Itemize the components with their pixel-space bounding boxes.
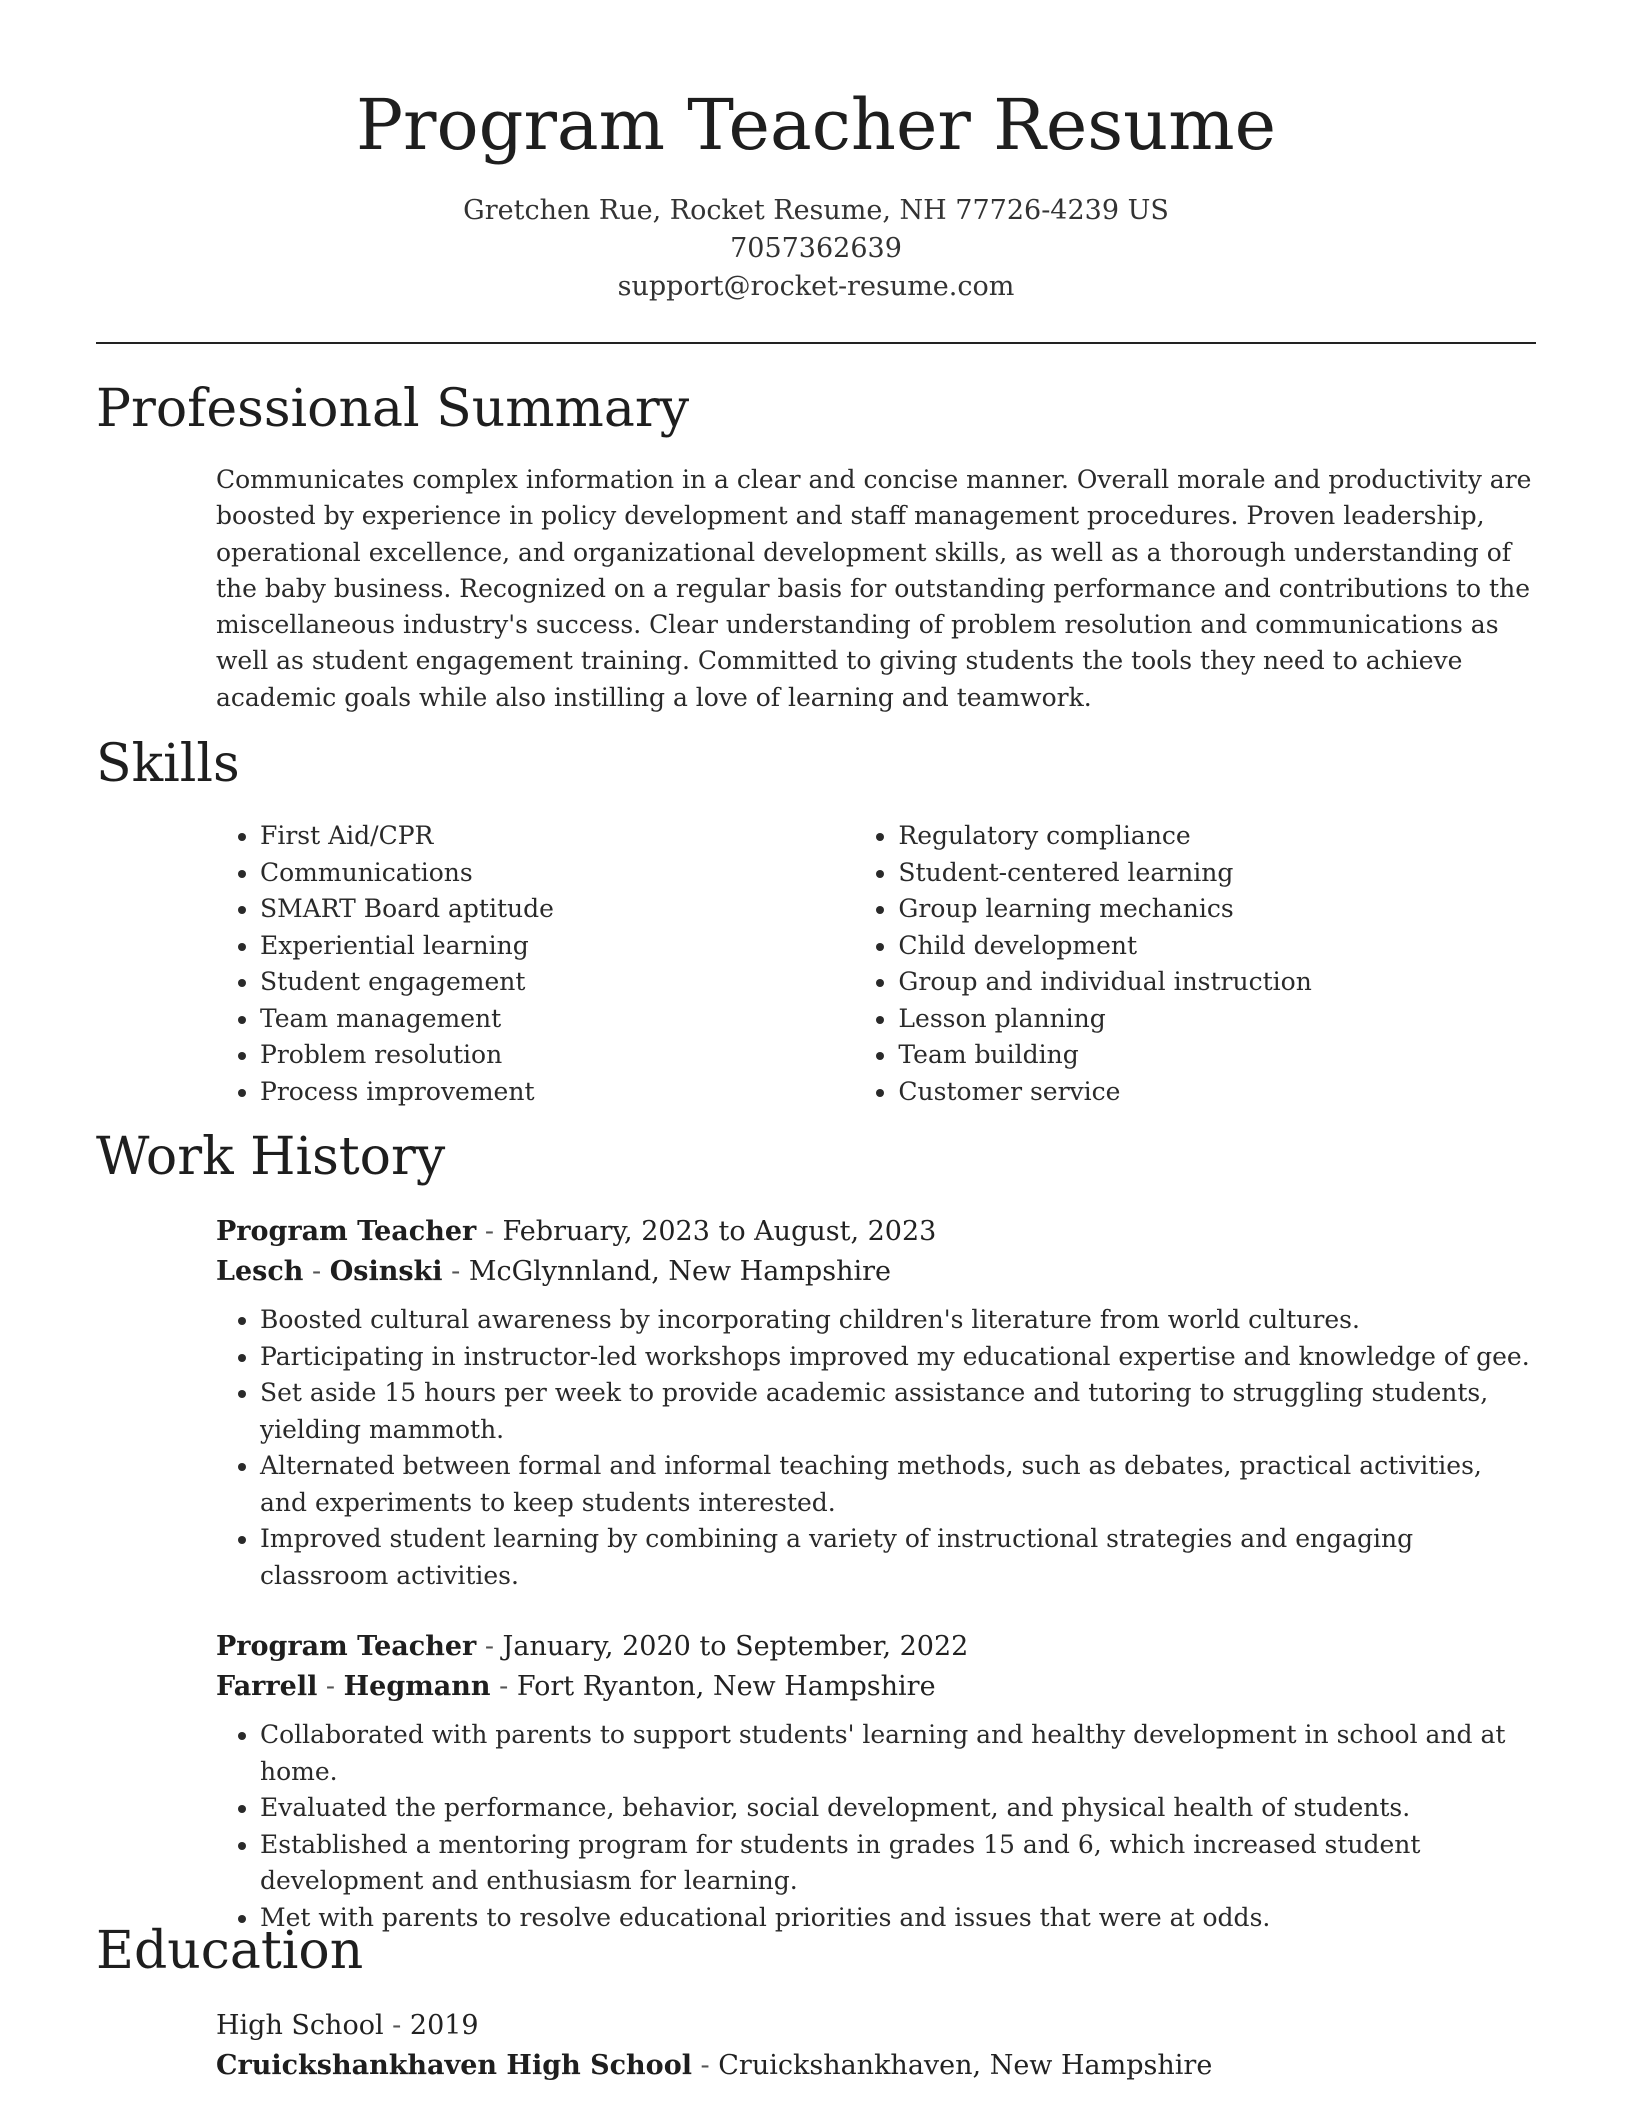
- job-bullet: • Evaluated the performance, behavior, social development, and physical health of students.: [260, 1790, 1536, 1827]
- separator: -: [383, 2010, 410, 2041]
- school-line: [216, 2046, 1536, 2086]
- job-bullet: • Boosted cultural awareness by incorporating children's literature from world cultures.: [260, 1302, 1536, 1339]
- skill-item: • Customer service: [898, 1074, 1536, 1111]
- skills-column-right: [854, 818, 1536, 1110]
- skill-item: • SMART Board aptitude: [260, 891, 854, 928]
- contact-email: support@rocket-resume.com: [617, 271, 1015, 302]
- skill-item: • Student engagement: [260, 964, 854, 1001]
- separator: -: [476, 1631, 503, 1662]
- company-name: Hegmann: [343, 1671, 491, 1702]
- company-name: Farrell: [216, 1671, 318, 1702]
- skill-item: • Problem resolution: [260, 1037, 854, 1074]
- job-title-line: [216, 1212, 1536, 1252]
- skill-item: • Lesson planning: [898, 1001, 1536, 1038]
- education-entry: [216, 2006, 1536, 2086]
- school-location: Cruickshankhaven, New Hampshire: [718, 2050, 1213, 2081]
- job-title: Program Teacher: [216, 1631, 477, 1662]
- skill-item: • Experiential learning: [260, 928, 854, 965]
- job-title-line: [216, 1627, 1536, 1667]
- job-company-line: [216, 1252, 1536, 1292]
- job-company-line: [216, 1667, 1536, 1707]
- degree-line: [216, 2006, 1536, 2046]
- skill-item: • Regulatory compliance: [898, 818, 1536, 855]
- separator: -: [317, 1671, 344, 1702]
- header-divider: [96, 342, 1536, 344]
- skill-item: • Process improvement: [260, 1074, 854, 1111]
- skill-item: • Group learning mechanics: [898, 891, 1536, 928]
- skill-item: • Team building: [898, 1037, 1536, 1074]
- job-bullet: • Participating in instructor-led workshops improved my educational expertise and knowledge of gee.: [260, 1339, 1536, 1376]
- summary-heading: Professional Summary: [96, 379, 690, 439]
- work-heading: Work History: [96, 1127, 446, 1187]
- job-entry: [216, 1627, 1536, 1936]
- job-bullets: [216, 1302, 1536, 1594]
- job-location: McGlynnland, New Hampshire: [468, 1256, 891, 1287]
- skill-item: • Team management: [260, 1001, 854, 1038]
- summary-text: Communicates complex information in a clear and concise manner. Overall morale and productivity are boosted by experience in policy development and staff management procedures. Proven leadership, operational excellence, and organizational development skills, as well as a thorough understanding of the baby business. Recognized on a regular basis for outstanding performance and contributions to the miscellaneous industry's success. Clear understanding of problem resolution and communications as well as student engagement training. Committed to giving students the tools they need to achieve academic goals while also instilling a love of learning and teamwork.: [216, 465, 1532, 712]
- job-bullet: • Met with parents to resolve educational priorities and issues that were at odds.: [260, 1900, 1536, 1937]
- separator: -: [303, 1256, 330, 1287]
- job-dates: February, 2023 to August, 2023: [502, 1216, 937, 1247]
- contact-phone: 7057362639: [730, 233, 902, 264]
- education-heading: Education: [96, 1921, 364, 1981]
- job-dates: January, 2020 to September, 2022: [502, 1631, 969, 1662]
- graduation-year: 2019: [409, 2010, 479, 2041]
- job-bullets: [216, 1717, 1536, 1936]
- skill-item: • Communications: [260, 855, 854, 892]
- skills-column-left: [216, 818, 854, 1110]
- skill-item: • Child development: [898, 928, 1536, 965]
- contact-block: [0, 192, 1632, 306]
- company-name: Osinski: [329, 1256, 443, 1287]
- company-name: Lesch: [216, 1256, 304, 1287]
- separator: -: [490, 1671, 517, 1702]
- job-title: Program Teacher: [216, 1216, 477, 1247]
- separator: -: [442, 1256, 469, 1287]
- skill-item: • Student-centered learning: [898, 855, 1536, 892]
- skill-item: • Group and individual instruction: [898, 964, 1536, 1001]
- job-bullet: • Alternated between formal and informal teaching methods, such as debates, practical activities, and experiments to keep students interested.: [260, 1448, 1536, 1521]
- job-bullet: • Established a mentoring program for students in grades 15 and 6, which increased student development and enthusiasm for learning.: [260, 1827, 1536, 1900]
- school-name: Cruickshankhaven High School: [216, 2050, 692, 2081]
- separator: -: [691, 2050, 719, 2081]
- job-bullet: • Improved student learning by combining a variety of instructional strategies and engaging classroom activities.: [260, 1521, 1536, 1594]
- skills-list: [216, 818, 1536, 1110]
- skill-item: • First Aid/CPR: [260, 818, 854, 855]
- separator: -: [476, 1216, 503, 1247]
- job-bullet: • Collaborated with parents to support students' learning and healthy development in school and at home.: [260, 1717, 1536, 1790]
- resume-title: Program Teacher Resume: [355, 84, 1277, 166]
- skills-heading: Skills: [96, 734, 240, 794]
- job-entry: [216, 1212, 1536, 1594]
- degree: High School: [216, 2010, 384, 2041]
- contact-address: Gretchen Rue, Rocket Resume, NH 77726-4239 US: [463, 195, 1169, 226]
- job-bullet: • Set aside 15 hours per week to provide academic assistance and tutoring to struggling students, yielding mammoth.: [260, 1375, 1536, 1448]
- job-location: Fort Ryanton, New Hampshire: [516, 1671, 936, 1702]
